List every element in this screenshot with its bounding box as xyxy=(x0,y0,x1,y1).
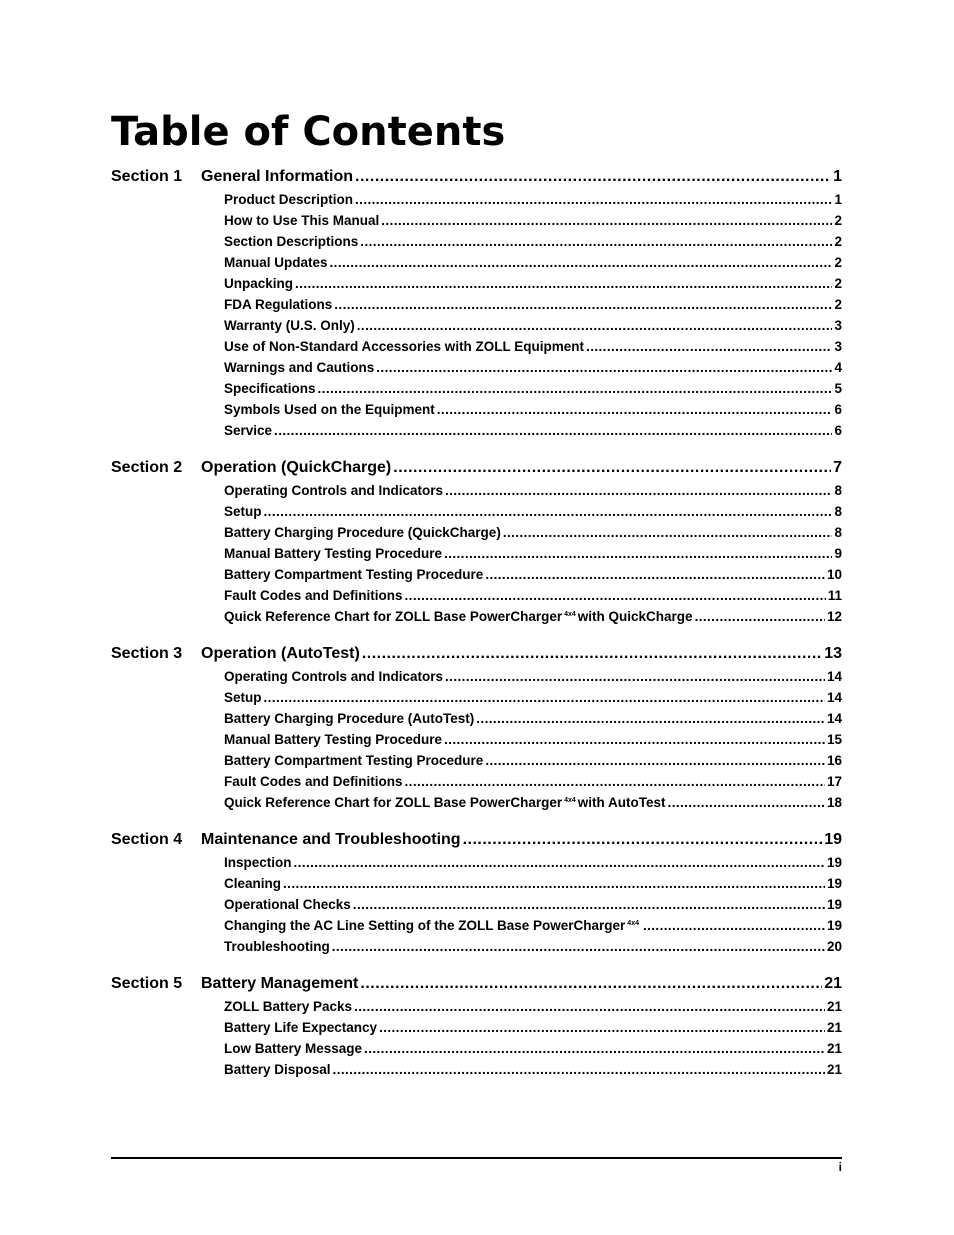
table-of-contents xyxy=(111,168,842,1098)
entry-page-number: 14 xyxy=(826,711,842,726)
entry-title-text: Symbols Used on the Equipment xyxy=(224,402,435,417)
toc-entry[interactable] xyxy=(224,339,842,360)
entry-title-text: Operational Checks xyxy=(224,897,351,912)
entry-title xyxy=(224,525,501,540)
entry-title xyxy=(224,918,641,933)
dot-leader xyxy=(379,1020,825,1035)
toc-entry[interactable] xyxy=(224,588,842,609)
toc-entry[interactable] xyxy=(224,732,842,753)
entry-page-number: 6 xyxy=(834,402,842,417)
toc-entry[interactable] xyxy=(224,567,842,588)
entry-list xyxy=(111,192,842,444)
toc-entry[interactable] xyxy=(224,918,842,939)
dot-leader xyxy=(295,276,832,291)
dot-leader xyxy=(360,975,822,993)
entry-page-number: 12 xyxy=(826,609,842,624)
toc-section-2 xyxy=(111,459,842,630)
entry-title-text: Battery Disposal xyxy=(224,1062,331,1077)
dot-leader xyxy=(405,774,825,789)
entry-page-number: 8 xyxy=(834,525,842,540)
dot-leader xyxy=(381,213,832,228)
section-number: Section 3 xyxy=(111,645,183,662)
dot-leader xyxy=(668,795,825,810)
toc-entry[interactable] xyxy=(224,690,842,711)
entry-title-text: Fault Codes and Definitions xyxy=(224,774,403,789)
section-number: Section 5 xyxy=(111,975,183,992)
section-title: Maintenance and Troubleshooting xyxy=(201,831,461,848)
section-number: Section 4 xyxy=(111,831,183,848)
entry-page-number: 21 xyxy=(826,999,842,1014)
toc-section-1 xyxy=(111,168,842,444)
toc-entry[interactable] xyxy=(224,1020,842,1041)
entry-title xyxy=(224,255,328,270)
toc-entry[interactable] xyxy=(224,1062,842,1083)
entry-page-number: 21 xyxy=(826,1062,842,1077)
entry-page-number: 11 xyxy=(827,588,842,603)
toc-entry[interactable] xyxy=(224,402,842,423)
section-heading[interactable] xyxy=(111,645,842,669)
dot-leader xyxy=(355,168,831,186)
toc-section-4 xyxy=(111,831,842,960)
section-title: General Information xyxy=(201,168,354,185)
dot-leader xyxy=(485,567,825,582)
section-page-number: 19 xyxy=(824,831,842,848)
entry-title-text: Operating Controls and Indicators xyxy=(224,669,444,684)
entry-title xyxy=(224,609,693,624)
toc-entry[interactable] xyxy=(224,669,842,690)
entry-list xyxy=(111,669,842,816)
dot-leader xyxy=(445,483,832,498)
section-number: Section 1 xyxy=(111,168,183,185)
entry-title-text: Battery Charging Procedure (QuickCharge) xyxy=(224,525,501,540)
entry-title-superscript: 4x4 xyxy=(564,611,576,618)
dot-leader xyxy=(444,546,832,561)
entry-title-text: Manual Updates xyxy=(224,255,328,270)
entry-page-number: 14 xyxy=(826,669,842,684)
entry-page-number: 2 xyxy=(834,234,842,249)
entry-title-text: Setup xyxy=(224,690,262,705)
toc-entry[interactable] xyxy=(224,855,842,876)
entry-title-text: Cleaning xyxy=(224,876,282,891)
entry-title-text: Setup xyxy=(224,504,262,519)
dot-leader xyxy=(643,918,825,933)
dot-leader xyxy=(503,525,833,540)
entry-title-text: Product Description xyxy=(224,192,354,207)
dot-leader xyxy=(445,669,825,684)
entry-page-number: 19 xyxy=(826,876,842,891)
entry-page-number: 6 xyxy=(834,423,842,438)
toc-entry[interactable] xyxy=(224,609,842,630)
entry-title-text: Unpacking xyxy=(224,276,294,291)
dot-leader xyxy=(274,423,832,438)
toc-entry[interactable] xyxy=(224,360,842,381)
toc-section-5 xyxy=(111,975,842,1083)
entry-title xyxy=(224,402,435,417)
footer-page-number: i xyxy=(838,1160,842,1174)
dot-leader xyxy=(586,339,832,354)
toc-section-3 xyxy=(111,645,842,816)
entry-title-text: Warranty (U.S. Only) xyxy=(224,318,355,333)
entry-title xyxy=(224,381,316,396)
entry-title-text: Specifications xyxy=(224,381,316,396)
entry-page-number: 2 xyxy=(834,297,842,312)
dot-leader xyxy=(332,939,825,954)
entry-title xyxy=(224,339,584,354)
entry-page-number: 16 xyxy=(826,753,842,768)
dot-leader xyxy=(333,1062,825,1077)
dot-leader xyxy=(354,999,825,1014)
dot-leader xyxy=(283,876,825,891)
entry-title-text: Battery Charging Procedure (AutoTest) xyxy=(224,711,475,726)
dot-leader xyxy=(364,1041,825,1056)
dot-leader xyxy=(362,645,822,663)
dot-leader xyxy=(695,609,825,624)
dot-leader xyxy=(353,897,825,912)
entry-title-text: Battery Life Expectancy xyxy=(224,1020,378,1035)
entry-title-suffix: with QuickCharge xyxy=(577,609,693,624)
dot-leader xyxy=(360,234,832,249)
toc-entry[interactable] xyxy=(224,504,842,525)
entry-page-number: 10 xyxy=(826,567,842,582)
dot-leader xyxy=(405,588,826,603)
entry-title xyxy=(224,483,443,498)
toc-entry[interactable] xyxy=(224,525,842,546)
toc-entry[interactable] xyxy=(224,381,842,402)
entry-title xyxy=(224,297,332,312)
entry-title-text: Troubleshooting xyxy=(224,939,330,954)
dot-leader xyxy=(334,297,832,312)
section-heading[interactable] xyxy=(111,459,842,483)
entry-title xyxy=(224,999,352,1014)
entry-title xyxy=(224,360,374,375)
entry-title-text: Manual Battery Testing Procedure xyxy=(224,546,443,561)
toc-entry[interactable] xyxy=(224,1041,842,1062)
entry-page-number: 21 xyxy=(826,1020,842,1035)
entry-title-text: Operating Controls and Indicators xyxy=(224,483,444,498)
entry-page-number: 9 xyxy=(834,546,842,561)
entry-page-number: 3 xyxy=(834,339,842,354)
section-heading[interactable] xyxy=(111,831,842,855)
dot-leader xyxy=(463,831,823,849)
entry-title xyxy=(224,876,281,891)
dot-leader xyxy=(485,753,825,768)
entry-title xyxy=(224,213,379,228)
entry-title-text: Inspection xyxy=(224,855,292,870)
entry-page-number: 2 xyxy=(834,213,842,228)
section-title: Operation (AutoTest) xyxy=(201,645,360,662)
dot-leader xyxy=(437,402,833,417)
entry-page-number: 2 xyxy=(834,276,842,291)
toc-entry[interactable] xyxy=(224,795,842,816)
entry-page-number: 4 xyxy=(834,360,842,375)
entry-title-text: Manual Battery Testing Procedure xyxy=(224,732,443,747)
entry-page-number: 14 xyxy=(826,690,842,705)
entry-list xyxy=(111,855,842,960)
entry-page-number: 3 xyxy=(834,318,842,333)
toc-entry[interactable] xyxy=(224,213,842,234)
entry-title-text: ZOLL Battery Packs xyxy=(224,999,353,1014)
dot-leader xyxy=(357,318,833,333)
entry-title xyxy=(224,318,355,333)
section-heading[interactable] xyxy=(111,975,842,999)
dot-leader xyxy=(393,459,831,477)
toc-entry[interactable] xyxy=(224,483,842,504)
entry-title xyxy=(224,690,262,705)
entry-title xyxy=(224,588,403,603)
toc-entry[interactable] xyxy=(224,711,842,732)
dot-leader xyxy=(355,192,832,207)
entry-title xyxy=(224,855,292,870)
entry-page-number: 5 xyxy=(834,381,842,396)
entry-page-number: 1 xyxy=(834,192,842,207)
toc-entry[interactable] xyxy=(224,423,842,444)
entry-title xyxy=(224,276,293,291)
entry-title xyxy=(224,504,262,519)
entry-title xyxy=(224,897,351,912)
entry-title xyxy=(224,546,442,561)
entry-title-text: Service xyxy=(224,423,273,438)
entry-page-number: 19 xyxy=(826,855,842,870)
dot-leader xyxy=(476,711,825,726)
toc-entry[interactable] xyxy=(224,939,842,960)
toc-entry[interactable] xyxy=(224,876,842,897)
entry-page-number: 21 xyxy=(826,1041,842,1056)
entry-title-text: FDA Regulations xyxy=(224,297,333,312)
entry-title xyxy=(224,234,358,249)
section-number: Section 2 xyxy=(111,459,183,476)
toc-entry[interactable] xyxy=(224,276,842,297)
toc-entry[interactable] xyxy=(224,234,842,255)
entry-title-text: Warnings and Cautions xyxy=(224,360,375,375)
entry-title xyxy=(224,1062,331,1077)
toc-entry[interactable] xyxy=(224,192,842,213)
entry-title-text: How to Use This Manual xyxy=(224,213,380,228)
section-page-number: 7 xyxy=(833,459,842,476)
section-page-number: 13 xyxy=(824,645,842,662)
toc-entry[interactable] xyxy=(224,255,842,276)
dot-leader xyxy=(330,255,833,270)
entry-list xyxy=(111,999,842,1083)
footer-rule xyxy=(111,1157,842,1159)
entry-title-text: Section Descriptions xyxy=(224,234,359,249)
entry-page-number: 8 xyxy=(834,504,842,519)
entry-title-text: Fault Codes and Definitions xyxy=(224,588,403,603)
section-title: Operation (QuickCharge) xyxy=(201,459,392,476)
dot-leader xyxy=(264,690,825,705)
entry-title-text: Quick Reference Chart for ZOLL Base PowerCharger xyxy=(224,609,563,624)
entry-title xyxy=(224,774,403,789)
dot-leader xyxy=(376,360,832,375)
entry-title xyxy=(224,423,272,438)
entry-page-number: 17 xyxy=(826,774,842,789)
entry-title-text: Battery Compartment Testing Procedure xyxy=(224,567,484,582)
entry-title xyxy=(224,753,483,768)
section-title: Battery Management xyxy=(201,975,359,992)
section-page-number: 21 xyxy=(824,975,842,992)
entry-title-superscript: 4x4 xyxy=(564,797,576,804)
toc-entry[interactable] xyxy=(224,546,842,567)
entry-page-number: 2 xyxy=(834,255,842,270)
entry-page-number: 18 xyxy=(826,795,842,810)
entry-page-number: 15 xyxy=(826,732,842,747)
entry-title-text: Low Battery Message xyxy=(224,1041,363,1056)
entry-title-text: Battery Compartment Testing Procedure xyxy=(224,753,484,768)
dot-leader xyxy=(264,504,833,519)
entry-page-number: 19 xyxy=(826,897,842,912)
entry-title xyxy=(224,1020,377,1035)
page-title: Table of Contents xyxy=(111,109,506,155)
section-heading[interactable] xyxy=(111,168,842,192)
entry-title-superscript: 4x4 xyxy=(627,920,639,927)
entry-title-suffix: with AutoTest xyxy=(577,795,666,810)
entry-title xyxy=(224,1041,362,1056)
entry-title xyxy=(224,669,443,684)
dot-leader xyxy=(444,732,825,747)
entry-title xyxy=(224,711,474,726)
entry-title xyxy=(224,795,666,810)
entry-title-text: Use of Non-Standard Accessories with ZOLL Equipment xyxy=(224,339,585,354)
toc-entry[interactable] xyxy=(224,753,842,774)
entry-list xyxy=(111,483,842,630)
entry-title-text: Changing the AC Line Setting of the ZOLL Base PowerCharger xyxy=(224,918,626,933)
toc-entry[interactable] xyxy=(224,774,842,795)
entry-title xyxy=(224,567,483,582)
section-page-number: 1 xyxy=(833,168,842,185)
toc-entry[interactable] xyxy=(224,897,842,918)
dot-leader xyxy=(294,855,825,870)
entry-title-text: Quick Reference Chart for ZOLL Base PowerCharger xyxy=(224,795,563,810)
toc-entry[interactable] xyxy=(224,318,842,339)
entry-title xyxy=(224,732,442,747)
dot-leader xyxy=(318,381,833,396)
toc-entry[interactable] xyxy=(224,999,842,1020)
entry-title xyxy=(224,939,330,954)
entry-page-number: 20 xyxy=(826,939,842,954)
entry-title xyxy=(224,192,353,207)
entry-page-number: 19 xyxy=(826,918,842,933)
entry-page-number: 8 xyxy=(834,483,842,498)
toc-entry[interactable] xyxy=(224,297,842,318)
